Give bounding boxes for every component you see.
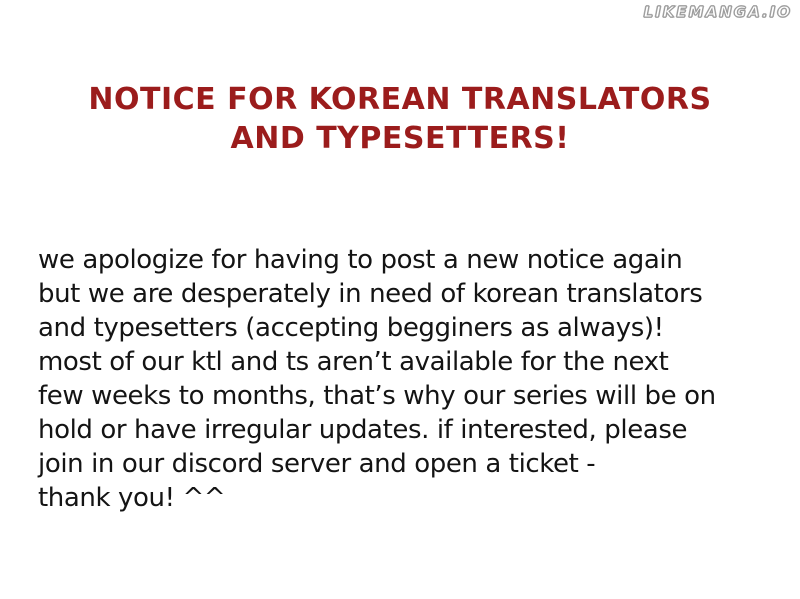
notice-line: few weeks to months, that’s why our series will be on — [38, 381, 716, 411]
notice-line: most of our ktl and ts aren’t available for the next — [38, 347, 669, 377]
notice-heading-line1: NOTICE FOR KOREAN TRANSLATORS — [88, 82, 712, 117]
site-watermark: LIKEMANGA.IO — [643, 3, 792, 21]
notice-heading-line2: AND TYPESETTERS! — [230, 121, 570, 156]
notice-line: we apologize for having to post a new notice again — [38, 245, 683, 275]
notice-body — [38, 243, 784, 515]
notice-line: join in our discord server and open a ticket - — [38, 449, 596, 479]
notice-line: but we are desperately in need of korean translators — [38, 279, 703, 309]
notice-line: and typesetters (accepting begginers as always)! — [38, 313, 664, 343]
notice-heading — [0, 80, 800, 158]
notice-line: hold or have irregular updates. if interested, please — [38, 415, 688, 445]
notice-line: thank you! ^^ — [38, 483, 226, 513]
